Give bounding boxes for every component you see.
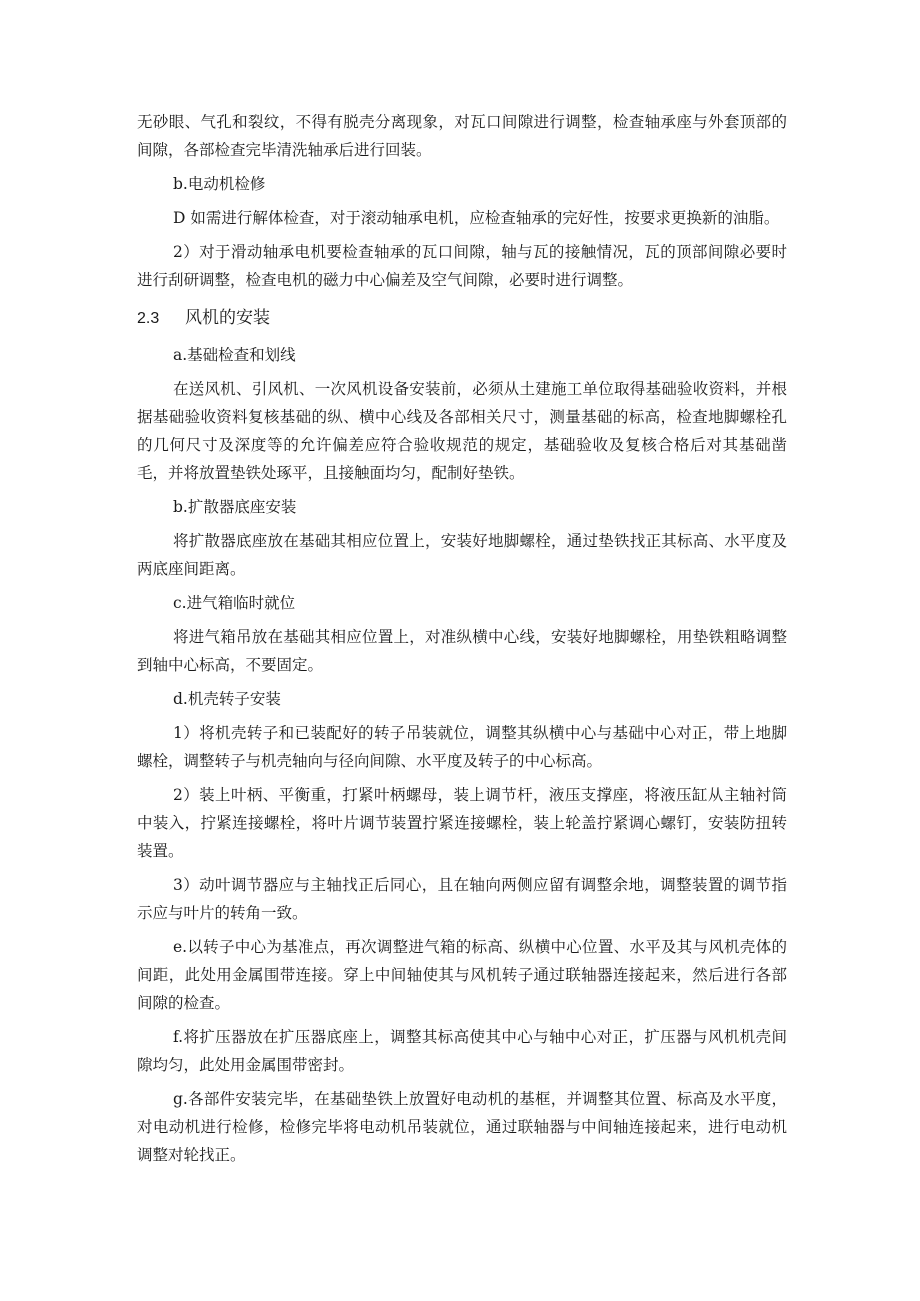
- subheading-diffuser-base: b.扩散器底座安装: [173, 498, 297, 516]
- subheading-casing-rotor: d.机壳转子安装: [173, 690, 281, 708]
- paragraph-rotor-step-3: 3）动叶调节器应与主轴找正后同心，且在轴向两侧应留有调整余地，调整装置的调节指示应与叶片的转角一致。: [137, 876, 787, 922]
- paragraph-step-f: f.将扩压器放在扩压器底座上，调整其标高使其中心与轴中心对正，扩压器与风机机壳间隙均匀，此处用金属围带密封。: [137, 1028, 787, 1074]
- paragraph-rotor-step-1: 1）将机壳转子和已装配好的转子吊装就位，调整其纵横中心与基础中心对正，带上地脚螺栓，调整转子与机壳轴向与径向间隙、水平度及转子的中心标高。: [137, 724, 787, 770]
- paragraph-diffuser-base: 将扩散器底座放在基础其相应位置上，安装好地脚螺栓，通过垫铁找正其标高、水平度及两底座间距离。: [137, 532, 787, 578]
- subheading-inlet-box: c.进气箱临时就位: [173, 594, 296, 612]
- paragraph-inlet-box: 将进气箱吊放在基础其相应位置上，对准纵横中心线，安装好地脚螺栓，用垫铁粗略调整到轴中心标高，不要固定。: [137, 628, 787, 674]
- paragraph-bearing-check: 无砂眼、气孔和裂纹，不得有脱壳分离现象，对瓦口间隙进行调整，检查轴承座与外套顶部的间隙，各部检查完毕清洗轴承后进行回装。: [137, 113, 787, 159]
- section-title: 风机的安装: [185, 308, 270, 328]
- paragraph-sliding-bearing: 2）对于滑动轴承电机要检查轴承的瓦口间隙，轴与瓦的接触情况，瓦的顶部间隙必要时进行刮研调整，检查电机的磁力中心偏差及空气间隙，必要时进行调整。: [137, 243, 787, 289]
- paragraph-rolling-bearing: D 如需进行解体检查，对于滚动轴承电机，应检查轴承的完好性，按要求更换新的油脂。: [173, 209, 780, 227]
- paragraph-step-g: g.各部件安装完毕，在基础垫铁上放置好电动机的基框，并调整其位置、标高及水平度，对电动机进行检修，检修完毕将电动机吊装就位，通过联轴器与中间轴连接起来，进行电动机调整对轮找正。: [137, 1090, 787, 1164]
- subheading-foundation-check: a.基础检查和划线: [173, 346, 296, 364]
- paragraph-rotor-step-2: 2）装上叶柄、平衡重，打紧叶柄螺母，装上调节杆，液压支撑座，将液压缸从主轴衬筒中装入，拧紧连接螺栓，将叶片调节装置拧紧连接螺栓，装上轮盖拧紧调心螺钉，安装防扭转装置。: [137, 786, 787, 860]
- paragraph-foundation-check: 在送风机、引风机、一次风机设备安装前，必须从土建施工单位取得基础验收资料，并根据基础验收资料复核基础的纵、横中心线及各部相关尺寸，测量基础的标高，检查地脚螺栓孔的几何尺寸及深度等的允许偏差应符合验收规范的规定，基础验收及复核合格后对其基础凿毛，并将放置垫铁处琢平，且接触面均匀，配制好垫铁。: [137, 380, 787, 482]
- paragraph-step-e: e.以转子中心为基准点，再次调整进气箱的标高、纵横中心位置、水平及其与风机壳体的间距，此处用金属围带连接。穿上中间轴使其与风机转子通过联轴器连接起来，然后进行各部间隙的检查。: [137, 938, 787, 1012]
- section-number: 2.3: [137, 310, 160, 327]
- section-heading: [137, 304, 787, 333]
- document-page: [137, 108, 787, 1175]
- subheading-motor-repair: b.电动机检修: [173, 175, 266, 193]
